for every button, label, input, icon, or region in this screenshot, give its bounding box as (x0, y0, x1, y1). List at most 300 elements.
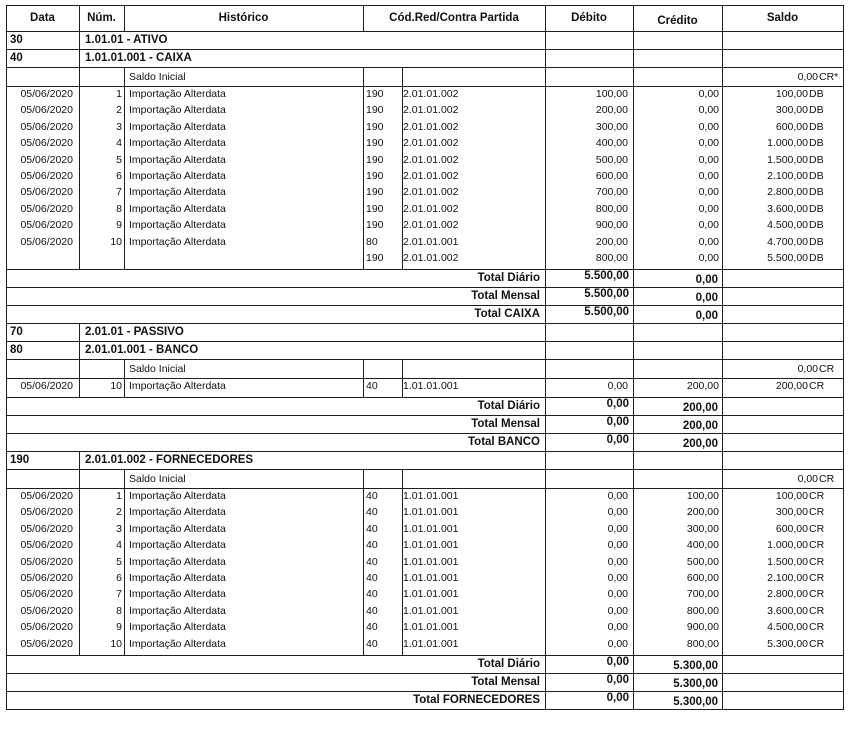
column-border (545, 323, 546, 342)
column-border (6, 469, 7, 489)
row-border (6, 469, 844, 470)
total-credito: 200,00 (682, 402, 718, 414)
column-border (6, 359, 7, 379)
column-border (545, 31, 546, 50)
row-debito: 0,00 (607, 490, 628, 502)
row-contra: 1.01.01.001 (403, 380, 459, 392)
row-historico: Importação Alterdata (129, 170, 226, 182)
row-debito: 100,00 (595, 88, 628, 100)
column-border (79, 451, 80, 470)
column-border (6, 451, 7, 470)
row-data: 05/06/2020 (20, 490, 73, 502)
column-border (6, 323, 7, 342)
saldo-inicial-type: CR (819, 363, 835, 375)
column-border (402, 378, 403, 397)
row-saldo: 4.700,00 (767, 235, 808, 248)
row-tipo: DB (809, 186, 824, 199)
row-saldo: 2.800,00 (767, 588, 808, 601)
column-border (79, 359, 80, 379)
row-num: 10 (110, 380, 122, 392)
row-border (6, 691, 844, 692)
row-saldo: 300,00 (775, 506, 808, 519)
row-data: 05/06/2020 (20, 153, 73, 166)
group-account-name: 2.01.01.001 - BANCO (85, 344, 199, 356)
column-border (633, 341, 634, 360)
row-tipo: CR (809, 380, 825, 392)
row-data: 05/06/2020 (20, 137, 73, 150)
row-historico: Importação Alterdata (129, 490, 226, 502)
row-tipo: DB (809, 137, 824, 150)
row-historico: Importação Alterdata (129, 153, 226, 166)
row-tipo: DB (809, 104, 824, 117)
column-border (363, 359, 364, 379)
row-num: 4 (116, 539, 122, 552)
row-data: 05/06/2020 (20, 380, 73, 392)
column-border (843, 673, 844, 692)
row-debito: 0,00 (607, 621, 628, 634)
row-historico: Importação Alterdata (129, 588, 226, 601)
row-data: 05/06/2020 (20, 88, 73, 100)
group-level1-code: 30 (10, 34, 23, 46)
row-num: 7 (116, 588, 122, 601)
row-saldo: 4.500,00 (767, 219, 808, 232)
row-contra: 2.01.01.001 (403, 235, 459, 248)
row-saldo: 5.300,00 (767, 637, 808, 650)
row-credito: 0,00 (698, 88, 719, 100)
column-border (843, 323, 844, 342)
row-debito: 800,00 (595, 252, 628, 264)
row-border (6, 673, 844, 674)
row-border (6, 31, 844, 32)
column-border (402, 359, 403, 379)
row-num: 6 (116, 170, 122, 182)
row-debito: 400,00 (595, 137, 628, 150)
row-num: 2 (116, 104, 122, 117)
saldo-inicial-value: 0,00 (797, 71, 818, 83)
row-contra: 2.01.01.002 (403, 202, 459, 215)
group-account-code: 80 (10, 344, 23, 356)
row-credito: 0,00 (698, 219, 719, 232)
column-border (722, 49, 723, 68)
row-saldo: 600,00 (775, 522, 808, 535)
column-border (843, 86, 844, 269)
row-cod: 190 (366, 120, 384, 133)
column-border (722, 378, 723, 397)
row-num: 3 (116, 522, 122, 535)
column-border (722, 397, 723, 416)
saldo-inicial-value: 0,00 (797, 473, 818, 485)
column-border (843, 67, 844, 87)
row-border (6, 287, 844, 288)
column-border (363, 67, 364, 87)
row-border (6, 709, 844, 710)
row-cod: 190 (366, 186, 384, 199)
column-border (6, 488, 7, 655)
row-border (6, 655, 844, 656)
column-border (363, 378, 364, 397)
row-contra: 1.01.01.001 (403, 522, 459, 535)
column-border (843, 451, 844, 470)
row-historico: Importação Alterdata (129, 88, 226, 100)
row-cod: 40 (366, 588, 378, 601)
column-border (843, 691, 844, 710)
row-credito: 800,00 (686, 604, 719, 617)
row-credito: 200,00 (686, 380, 719, 392)
row-historico: Importação Alterdata (129, 539, 226, 552)
row-cod: 80 (366, 235, 378, 248)
row-num: 9 (116, 621, 122, 634)
group-account-name: 1.01.01.001 - CAIXA (85, 52, 192, 64)
header-credito: Crédito (657, 15, 698, 27)
column-border (124, 469, 125, 489)
row-historico: Importação Alterdata (129, 202, 226, 215)
row-border (6, 378, 844, 379)
row-data: 05/06/2020 (20, 637, 73, 650)
row-border (6, 49, 844, 50)
row-tipo: DB (809, 252, 824, 264)
row-historico: Importação Alterdata (129, 604, 226, 617)
row-saldo: 2.100,00 (767, 572, 808, 584)
row-cod: 40 (366, 637, 378, 650)
row-num: 10 (110, 637, 122, 650)
group-account-code: 40 (10, 52, 23, 64)
header-debito: Débito (571, 12, 607, 24)
column-border (722, 269, 723, 288)
row-contra: 2.01.01.002 (403, 252, 459, 264)
header-num: Núm. (87, 12, 116, 24)
row-cod: 190 (366, 88, 384, 100)
row-border (6, 67, 844, 68)
total-credito: 200,00 (682, 420, 718, 432)
row-saldo: 5.500,00 (767, 252, 808, 264)
row-historico: Importação Alterdata (129, 380, 226, 392)
row-cod: 190 (366, 202, 384, 215)
row-debito: 200,00 (595, 235, 628, 248)
row-saldo: 1.000,00 (767, 539, 808, 552)
row-cod: 40 (366, 621, 378, 634)
row-credito: 200,00 (686, 506, 719, 519)
column-border (722, 451, 723, 470)
row-saldo: 300,00 (775, 104, 808, 117)
row-contra: 1.01.01.001 (403, 621, 459, 634)
total-debito: 5.500,00 (584, 306, 629, 318)
row-tipo: DB (809, 235, 824, 248)
column-border (633, 86, 634, 269)
row-saldo: 4.500,00 (767, 621, 808, 634)
column-border (6, 31, 7, 50)
row-num: 8 (116, 604, 122, 617)
row-tipo: CR (809, 506, 825, 519)
row-historico: Importação Alterdata (129, 235, 226, 248)
row-historico: Importação Alterdata (129, 555, 226, 568)
row-contra: 1.01.01.001 (403, 490, 459, 502)
header-saldo: Saldo (766, 12, 799, 24)
column-border (79, 488, 80, 655)
column-border (843, 488, 844, 655)
column-border (402, 67, 403, 87)
total-label: Total Diário (477, 400, 540, 412)
total-debito: 0,00 (606, 656, 629, 668)
row-debito: 200,00 (595, 104, 628, 117)
row-contra: 1.01.01.001 (403, 572, 459, 584)
total-credito: 0,00 (695, 274, 718, 286)
row-contra: 2.01.01.002 (403, 153, 459, 166)
column-border (843, 378, 844, 397)
row-debito: 800,00 (595, 202, 628, 215)
column-border (722, 287, 723, 306)
row-historico: Importação Alterdata (129, 522, 226, 535)
row-data: 05/06/2020 (20, 104, 73, 117)
total-credito: 5.300,00 (673, 696, 718, 708)
row-historico: Importação Alterdata (129, 621, 226, 634)
total-debito: 0,00 (606, 398, 629, 410)
column-border (722, 31, 723, 50)
total-label: Total CAIXA (474, 308, 540, 320)
group-level1-code: 70 (10, 326, 23, 338)
column-border (402, 469, 403, 489)
row-contra: 1.01.01.001 (403, 637, 459, 650)
column-border (633, 469, 634, 489)
column-border (6, 341, 7, 360)
row-cod: 40 (366, 522, 378, 535)
row-num: 7 (116, 186, 122, 199)
row-saldo: 200,00 (775, 380, 808, 392)
column-border (633, 67, 634, 87)
row-num: 4 (116, 137, 122, 150)
row-debito: 0,00 (607, 522, 628, 535)
row-cod: 190 (366, 252, 384, 264)
column-border (545, 86, 546, 269)
column-border (79, 31, 80, 50)
row-tipo: CR (809, 572, 825, 584)
row-credito: 0,00 (698, 120, 719, 133)
row-credito: 300,00 (686, 522, 719, 535)
row-tipo: CR (809, 555, 825, 568)
row-border (6, 269, 844, 270)
row-border (6, 5, 844, 6)
row-credito: 700,00 (686, 588, 719, 601)
total-label: Total Diário (477, 658, 540, 670)
row-border (6, 451, 844, 452)
row-data: 05/06/2020 (20, 235, 73, 248)
row-tipo: DB (809, 202, 824, 215)
row-historico: Importação Alterdata (129, 219, 226, 232)
column-border (79, 341, 80, 360)
row-num: 8 (116, 202, 122, 215)
column-border (843, 5, 844, 31)
row-num: 5 (116, 153, 122, 166)
column-border (843, 287, 844, 306)
row-debito: 0,00 (607, 380, 628, 392)
column-border (722, 323, 723, 342)
row-debito: 0,00 (607, 588, 628, 601)
column-border (843, 469, 844, 489)
row-cod: 40 (366, 539, 378, 552)
row-debito: 600,00 (595, 170, 628, 182)
column-border (79, 469, 80, 489)
total-debito: 0,00 (606, 434, 629, 446)
row-contra: 2.01.01.002 (403, 170, 459, 182)
row-data: 05/06/2020 (20, 170, 73, 182)
total-label: Total Diário (477, 272, 540, 284)
row-border (6, 359, 844, 360)
row-cod: 190 (366, 104, 384, 117)
column-border (633, 323, 634, 342)
column-border (843, 655, 844, 674)
column-border (79, 378, 80, 397)
column-border (722, 691, 723, 710)
column-border (545, 341, 546, 360)
group-account-name: 2.01.01.002 - FORNECEDORES (85, 454, 254, 466)
row-saldo: 1.500,00 (767, 153, 808, 166)
row-credito: 500,00 (686, 555, 719, 568)
row-tipo: CR (809, 588, 825, 601)
row-data: 05/06/2020 (20, 219, 73, 232)
row-contra: 1.01.01.001 (403, 555, 459, 568)
row-saldo: 600,00 (775, 120, 808, 133)
row-cod: 40 (366, 506, 378, 519)
saldo-inicial-label: Saldo Inicial (129, 473, 186, 485)
row-saldo: 3.600,00 (767, 202, 808, 215)
column-border (722, 341, 723, 360)
row-cod: 40 (366, 572, 378, 584)
row-num: 6 (116, 572, 122, 584)
row-credito: 0,00 (698, 104, 719, 117)
column-border (722, 433, 723, 452)
column-border (843, 305, 844, 324)
column-border (124, 67, 125, 87)
row-saldo: 100,00 (775, 88, 808, 100)
saldo-inicial-type: CR (819, 473, 835, 485)
column-border (363, 488, 364, 655)
row-historico: Importação Alterdata (129, 186, 226, 199)
column-border (633, 451, 634, 470)
row-contra: 1.01.01.001 (403, 588, 459, 601)
row-border (6, 86, 844, 87)
total-debito: 0,00 (606, 692, 629, 704)
row-cod: 40 (366, 555, 378, 568)
column-border (633, 359, 634, 379)
row-credito: 0,00 (698, 153, 719, 166)
column-border (722, 488, 723, 655)
saldo-inicial-label: Saldo Inicial (129, 363, 186, 375)
column-border (363, 86, 364, 269)
header-cod-contra: Cód.Red/Contra Partida (389, 12, 519, 24)
row-credito: 400,00 (686, 539, 719, 552)
row-historico: Importação Alterdata (129, 572, 226, 584)
row-tipo: CR (809, 621, 825, 634)
row-historico: Importação Alterdata (129, 637, 226, 650)
row-data: 05/06/2020 (20, 604, 73, 617)
column-border (843, 269, 844, 288)
row-debito: 0,00 (607, 539, 628, 552)
row-credito: 0,00 (698, 170, 719, 182)
row-border (6, 341, 844, 342)
row-debito: 0,00 (607, 604, 628, 617)
column-border (722, 673, 723, 692)
row-border (6, 323, 844, 324)
row-contra: 1.01.01.001 (403, 604, 459, 617)
row-credito: 0,00 (698, 202, 719, 215)
total-label: Total Mensal (471, 418, 540, 430)
column-border (722, 655, 723, 674)
total-credito: 5.300,00 (673, 678, 718, 690)
row-num: 3 (116, 120, 122, 133)
row-debito: 700,00 (595, 186, 628, 199)
row-data: 05/06/2020 (20, 572, 73, 584)
column-border (633, 31, 634, 50)
column-border (633, 488, 634, 655)
column-border (545, 359, 546, 379)
row-tipo: CR (809, 539, 825, 552)
total-credito: 200,00 (682, 438, 718, 450)
row-tipo: CR (809, 490, 825, 502)
column-border (843, 433, 844, 452)
column-border (722, 415, 723, 434)
row-credito: 800,00 (686, 637, 719, 650)
row-data: 05/06/2020 (20, 120, 73, 133)
column-border (402, 86, 403, 269)
row-tipo: DB (809, 153, 824, 166)
column-border (843, 341, 844, 360)
column-border (6, 86, 7, 269)
row-data: 05/06/2020 (20, 588, 73, 601)
row-contra: 2.01.01.002 (403, 88, 459, 100)
column-border (124, 359, 125, 379)
row-contra: 1.01.01.001 (403, 539, 459, 552)
row-cod: 40 (366, 380, 378, 392)
row-historico: Importação Alterdata (129, 137, 226, 150)
total-debito: 0,00 (606, 674, 629, 686)
total-label: Total BANCO (468, 436, 540, 448)
row-debito: 0,00 (607, 555, 628, 568)
row-debito: 0,00 (607, 572, 628, 584)
column-border (843, 415, 844, 434)
column-border (722, 86, 723, 269)
column-border (545, 488, 546, 655)
column-border (6, 67, 7, 87)
row-cod: 40 (366, 604, 378, 617)
total-label: Total FORNECEDORES (413, 694, 540, 706)
column-border (633, 378, 634, 397)
row-data: 05/06/2020 (20, 555, 73, 568)
group-level1-name: 2.01.01 - PASSIVO (85, 326, 184, 338)
total-debito: 5.500,00 (584, 270, 629, 282)
column-border (79, 86, 80, 269)
row-border (6, 433, 844, 434)
saldo-inicial-label: Saldo Inicial (129, 71, 186, 83)
row-credito: 0,00 (698, 235, 719, 248)
row-contra: 2.01.01.002 (403, 120, 459, 133)
row-contra: 2.01.01.002 (403, 186, 459, 199)
column-border (79, 67, 80, 87)
row-contra: 2.01.01.002 (403, 219, 459, 232)
total-label: Total Mensal (471, 290, 540, 302)
row-cod: 190 (366, 153, 384, 166)
column-border (722, 305, 723, 324)
column-border (6, 49, 7, 68)
row-num: 2 (116, 506, 122, 519)
row-data: 05/06/2020 (20, 186, 73, 199)
column-border (545, 67, 546, 87)
row-saldo: 100,00 (775, 490, 808, 502)
column-border (545, 451, 546, 470)
column-border (843, 397, 844, 416)
row-cod: 190 (366, 170, 384, 182)
row-cod: 190 (366, 137, 384, 150)
column-border (843, 31, 844, 50)
row-num: 1 (116, 88, 122, 100)
